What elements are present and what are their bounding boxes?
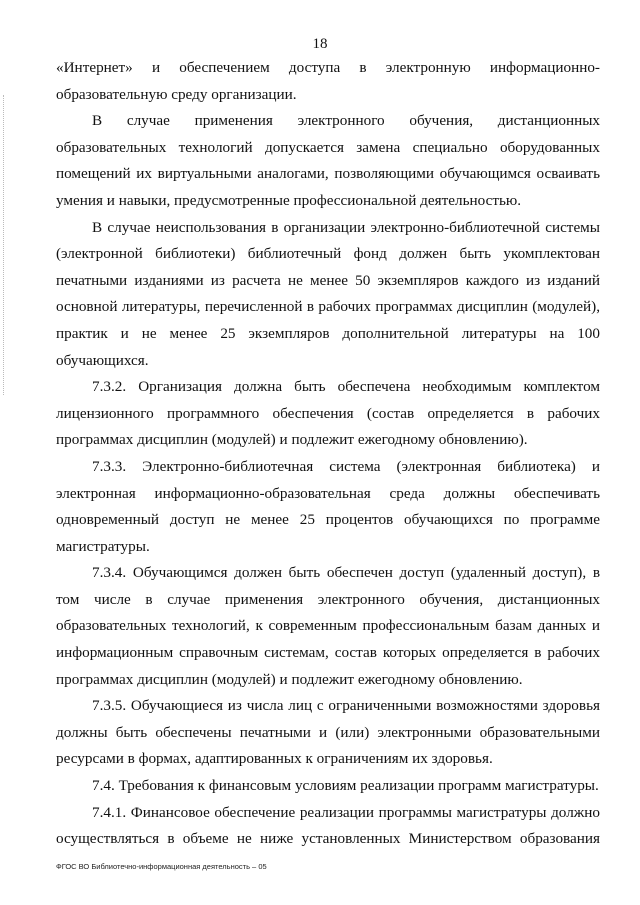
document-body bbox=[56, 55, 600, 853]
paragraph: В случае неиспользования в организации электронно-библиотечной системы (электронной библиотеки) библиотечный фонд должен быть укомплектован печатными изданиями из расчета не менее 50 экземпляров каждого из изданий основной литературы, перечисленной в рабочих программах дисциплин (модулей), практик и не менее 25 экземпляров дополнительной литературы на 100 обучающихся. bbox=[56, 218, 600, 369]
paragraph: В случае применения электронного обучения, дистанционных образовательных технологий допускается замена специально оборудованных помещений их виртуальными аналогами, позволяющими обучающимся осваивать умения и навыки, предусмотренные профессиональной деятельностью. bbox=[56, 112, 600, 209]
page-number: 18 bbox=[312, 36, 328, 52]
paragraph: 7.3.4. Обучающимся должен быть обеспечен доступ (удаленный доступ), в том числе в случае применения электронного обучения, дистанционных образовательных технологий, к современным профессиональным базам данных и информационным справочным системам, состав которых определяется в рабочих программах дисциплин (модулей) и подлежит ежегодному обновлению. bbox=[56, 564, 600, 688]
document-footer: ФГОС ВО Библиотечно-информационная деятельность – 05 bbox=[56, 862, 267, 871]
paragraph: 7.4.1. Финансовое обеспечение реализации программы магистратуры должно осуществляться в объеме не ниже установленных Министерством образования bbox=[56, 803, 600, 848]
paragraph: «Интернет» и обеспечением доступа в электронную информационно-образовательную среду организации. bbox=[56, 59, 600, 103]
paragraph: 7.3.3. Электронно-библиотечная система (электронная библиотека) и электронная информационно-образовательная среда должны обеспечивать одновременный доступ не менее 25 процентов обучающихся по программе магистратуры. bbox=[56, 457, 600, 555]
scan-edge-mark bbox=[3, 95, 6, 395]
paragraph: 7.4. Требования к финансовым условиям реализации программ магистратуры. bbox=[92, 777, 599, 795]
paragraph: 7.3.2. Организация должна быть обеспечена необходимым комплектом лицензионного программного обеспечения (состав определяется в рабочих программах дисциплин (модулей) и подлежит ежегодному обновлению). bbox=[56, 378, 600, 449]
paragraph: 7.3.5. Обучающиеся из числа лиц с ограниченными возможностями здоровья должны быть обеспечены печатными и (или) электронными образовательными ресурсами в формах, адаптированных к ограничениям их здоровья. bbox=[56, 697, 600, 768]
